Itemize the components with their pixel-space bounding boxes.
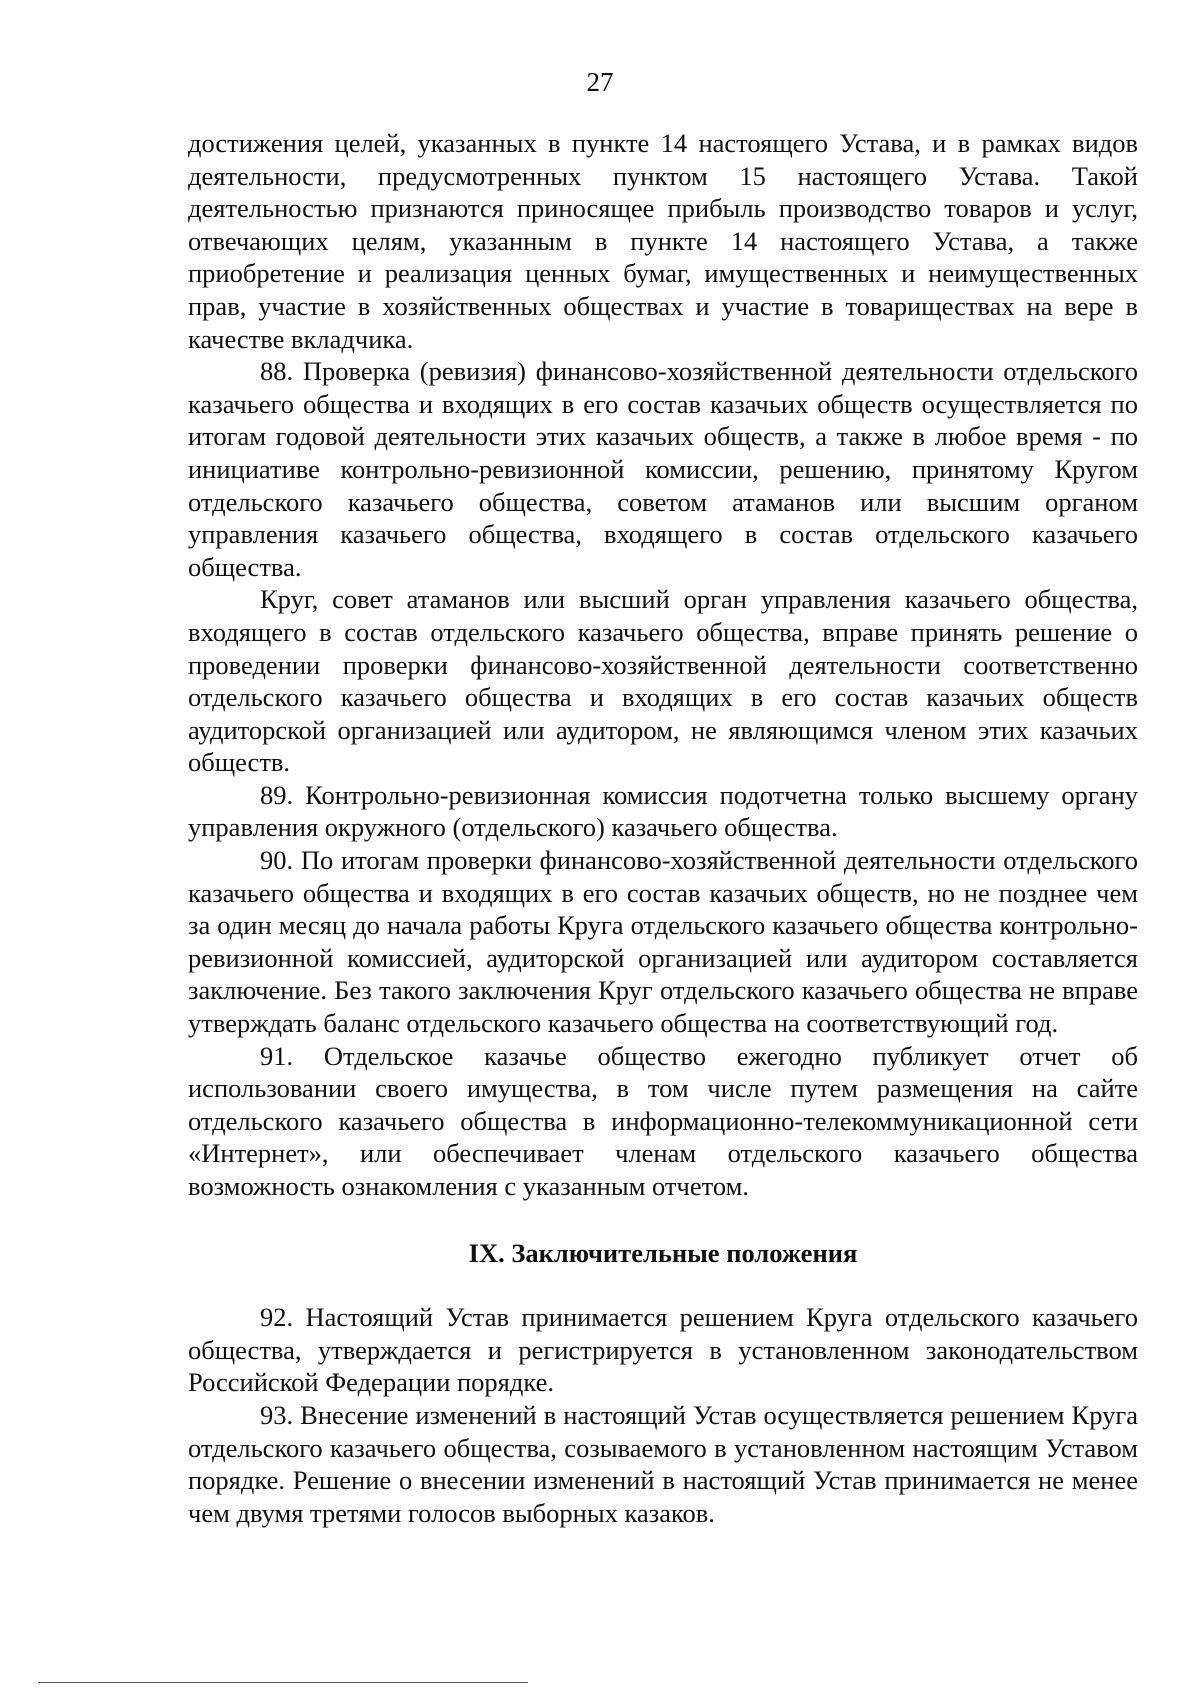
paragraph-90: 90. По итогам проверки финансово-хозяйственной деятельности отдельского казачьего общества и входящих в его состав казачьих обществ, но не позднее чем за один месяц до начала работы Круга отдельского казачьего общества контрольно-ревизионной комиссией, аудиторской организацией или аудитором составляется заключение. Без такого заключения Круг отдельского казачьего общества не вправе утверждать баланс отдельского казачьего общества на соответствующий год.	[188, 845, 1138, 1039]
footer-rule	[38, 1682, 528, 1683]
paragraph-92: 92. Настоящий Устав принимается решением Круга отдельского казачьего общества, утверждается и регистрируется в установленном законодательством Российской Федерации порядке.	[188, 1302, 1138, 1398]
document-body	[188, 127, 1138, 1529]
paragraph-continuation: достижения целей, указанных в пункте 14 настоящего Устава, и в рамках видов деятельности, предусмотренных пунктом 15 настоящего Устава. Такой деятельностью признаются приносящее прибыль производство товаров и услуг, отвечающих целям, указанным в пункте 14 настоящего Устава, а также приобретение и реализация ценных бумаг, имущественных и неимущественных прав, участие в хозяйственных обществах и участие в товариществах на вере в качестве вкладчика.	[188, 128, 1138, 354]
paragraph-93: 93. Внесение изменений в настоящий Устав осуществляется решением Круга отдельского казачьего общества, созываемого в установленном настоящим Уставом порядке. Решение о внесении изменений в настоящий Устав принимается не менее чем двумя третями голосов выборных казаков.	[188, 1399, 1138, 1528]
page-number: 27	[586, 67, 614, 97]
paragraph-88-continued: Круг, совет атаманов или высший орган управления казачьего общества, входящего в состав отдельского казачьего общества, вправе принять решение о проведении проверки финансово-хозяйственной деятельности соответственно отдельского казачьего общества и входящих в его состав казачьих обществ аудиторской организацией или аудитором, не являющимся членом этих казачьих обществ.	[188, 584, 1138, 778]
paragraph-89: 89. Контрольно-ревизионная комиссия подотчетна только высшему органу управления окружного (отдельского) казачьего общества.	[188, 779, 1138, 843]
paragraph-88: 88. Проверка (ревизия) финансово-хозяйственной деятельности отдельского казачьего общества и входящих в его состав казачьих обществ осуществляется по итогам годовой деятельности этих казачьих обществ, а также в любое время - по инициативе контрольно-ревизионной комиссии, решению, принятому Кругом отдельского казачьего общества, советом атаманов или высшим органом управления казачьего общества, входящего в состав отдельского казачьего общества.	[188, 356, 1138, 582]
section-heading: IX. Заключительные положения	[468, 1237, 858, 1268]
paragraph-91: 91. Отдельское казачье общество ежегодно публикует отчет об использовании своего имущества, в том числе путем размещения на сайте отдельского казачьего общества в информационно-телекоммуникационной сети «Интернет», или обеспечивает членам отдельского казачьего общества возможность ознакомления с указанным отчетом.	[188, 1040, 1138, 1201]
